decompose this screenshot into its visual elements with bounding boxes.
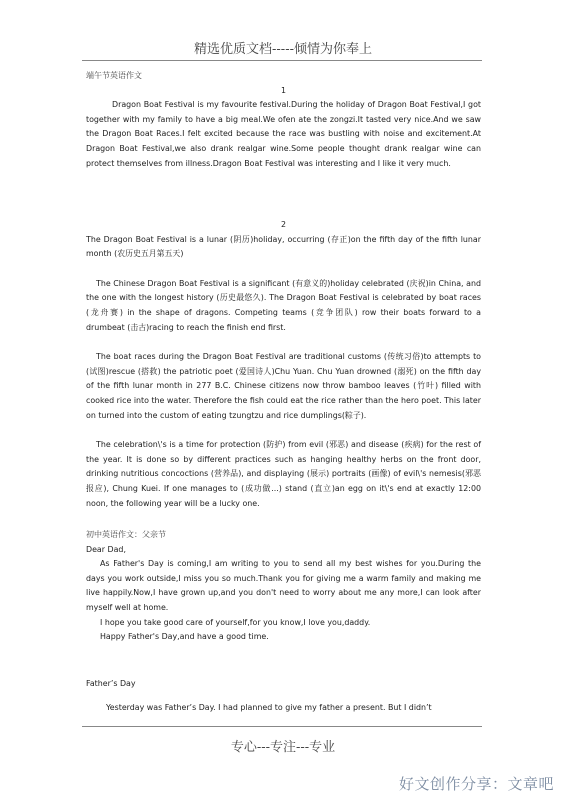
letter-paragraph-1: As Father's Day is coming,I am writing to you to send all my best wishes for you.During the days you work outside,I miss you so much.Thank you for giving me a warm family and making me live happily.Now,I have grown up,and you don't need to worry about me any more,I can look after myself well at home. xyxy=(86,559,481,612)
letter-paragraph-3: Happy Father's Day,and have a good time. xyxy=(100,632,269,642)
page-footer: 专心---专注---专业 xyxy=(230,740,336,755)
essay-3-paragraph-1: Yesterday was Father’s Day. I had planned to give my father a present. But I didn’t xyxy=(106,702,432,712)
section-1 xyxy=(86,69,481,171)
essay-2-paragraph-2: The Chinese Dragon Boat Festival is a significant (有意义的)holiday celebrated (庆祝)in China, and the one with the longest history (历史最悠久). The Dragon Boat Festival is celebrated by boat races (龙舟赛) in the shape of dragons. Competing teams (竞争团队) row their boats forward to a drumbeat (击古)racing to reach the finish end first. xyxy=(86,278,481,332)
section-title-dragon-boat: 端午节英语作文 xyxy=(86,71,142,80)
essay-2 xyxy=(86,218,481,511)
footer-rule xyxy=(82,726,482,727)
essay-number-2: 2 xyxy=(280,220,287,229)
fathers-day-essay xyxy=(86,677,481,715)
section-title-fathers-day: 初中英语作文：父亲节 xyxy=(86,530,166,539)
essay-1-paragraph: Dragon Boat Festival is my favourite festival.During the holiday of Dragon Boat Festival,I got together with my family to have a big meal.We ofen ate the zongzi.It tasted very nice.And we saw the Dragon Boat Races.I felt excited because the race was bustling with noise and excitement.At Dragon Boat Festival,we also drank realgar wine.Some people thought drank realgar wine can protect themselves from illness.Dragon Boat Festival was interesting and I like it very much. xyxy=(86,100,481,168)
essay-2-paragraph-1: The Dragon Boat Festival is a lunar (阴历)holiday, occurring (存正)on the fifth day of the fifth lunar month (农历史五月第五天) xyxy=(86,234,481,259)
letter-greeting: Dear Dad, xyxy=(86,544,126,554)
essay-2-paragraph-4: The celebration\'s is a time for protection (防护) from evil (邪恶) and disease (疾病) for the rest of the year. It is done so by different practices such as hanging healthy herbs on the front door, drinking nutritious concoctions (营养品), and displaying (展示) portraits (画像) of evil\'s nemesis(邪恶报应), Chung Kuei. If one manages to (成功做...) stand (直立)an egg on it\'s end at exactly 12:00 noon, the following year will be a lucky one. xyxy=(86,440,481,508)
essay-number-1: 1 xyxy=(280,85,287,95)
essay-3-title: Father’s Day xyxy=(86,679,136,688)
header-rule xyxy=(82,60,482,61)
page-header: 精选优质文档-----倾情为你奉上 xyxy=(194,42,372,57)
letter-paragraph-2: I hope you take good care of yourself,for you know,I love you,daddy. xyxy=(100,617,371,627)
essay-2-paragraph-3: The boat races during the Dragon Boat Festival are traditional customs (传统习俗)to attempts to (试图)rescue (搭救) the patriotic poet (爱国诗人)Chu Yuan. Chu Yuan drowned (溺死) on the fifth day of the fifth lunar month in 277 B.C. Chinese citizens now throw bamboo leaves (竹叶) filled with cooked rice into the water. Therefore the fish could eat the rice rather than the hero poet. This later on turned into the custom of eating tzungtzu and rice dumplings(粽子). xyxy=(86,352,481,420)
watermark-text: 好文创作分享：文章吧 xyxy=(398,775,554,793)
fathers-day-letter xyxy=(86,528,481,645)
